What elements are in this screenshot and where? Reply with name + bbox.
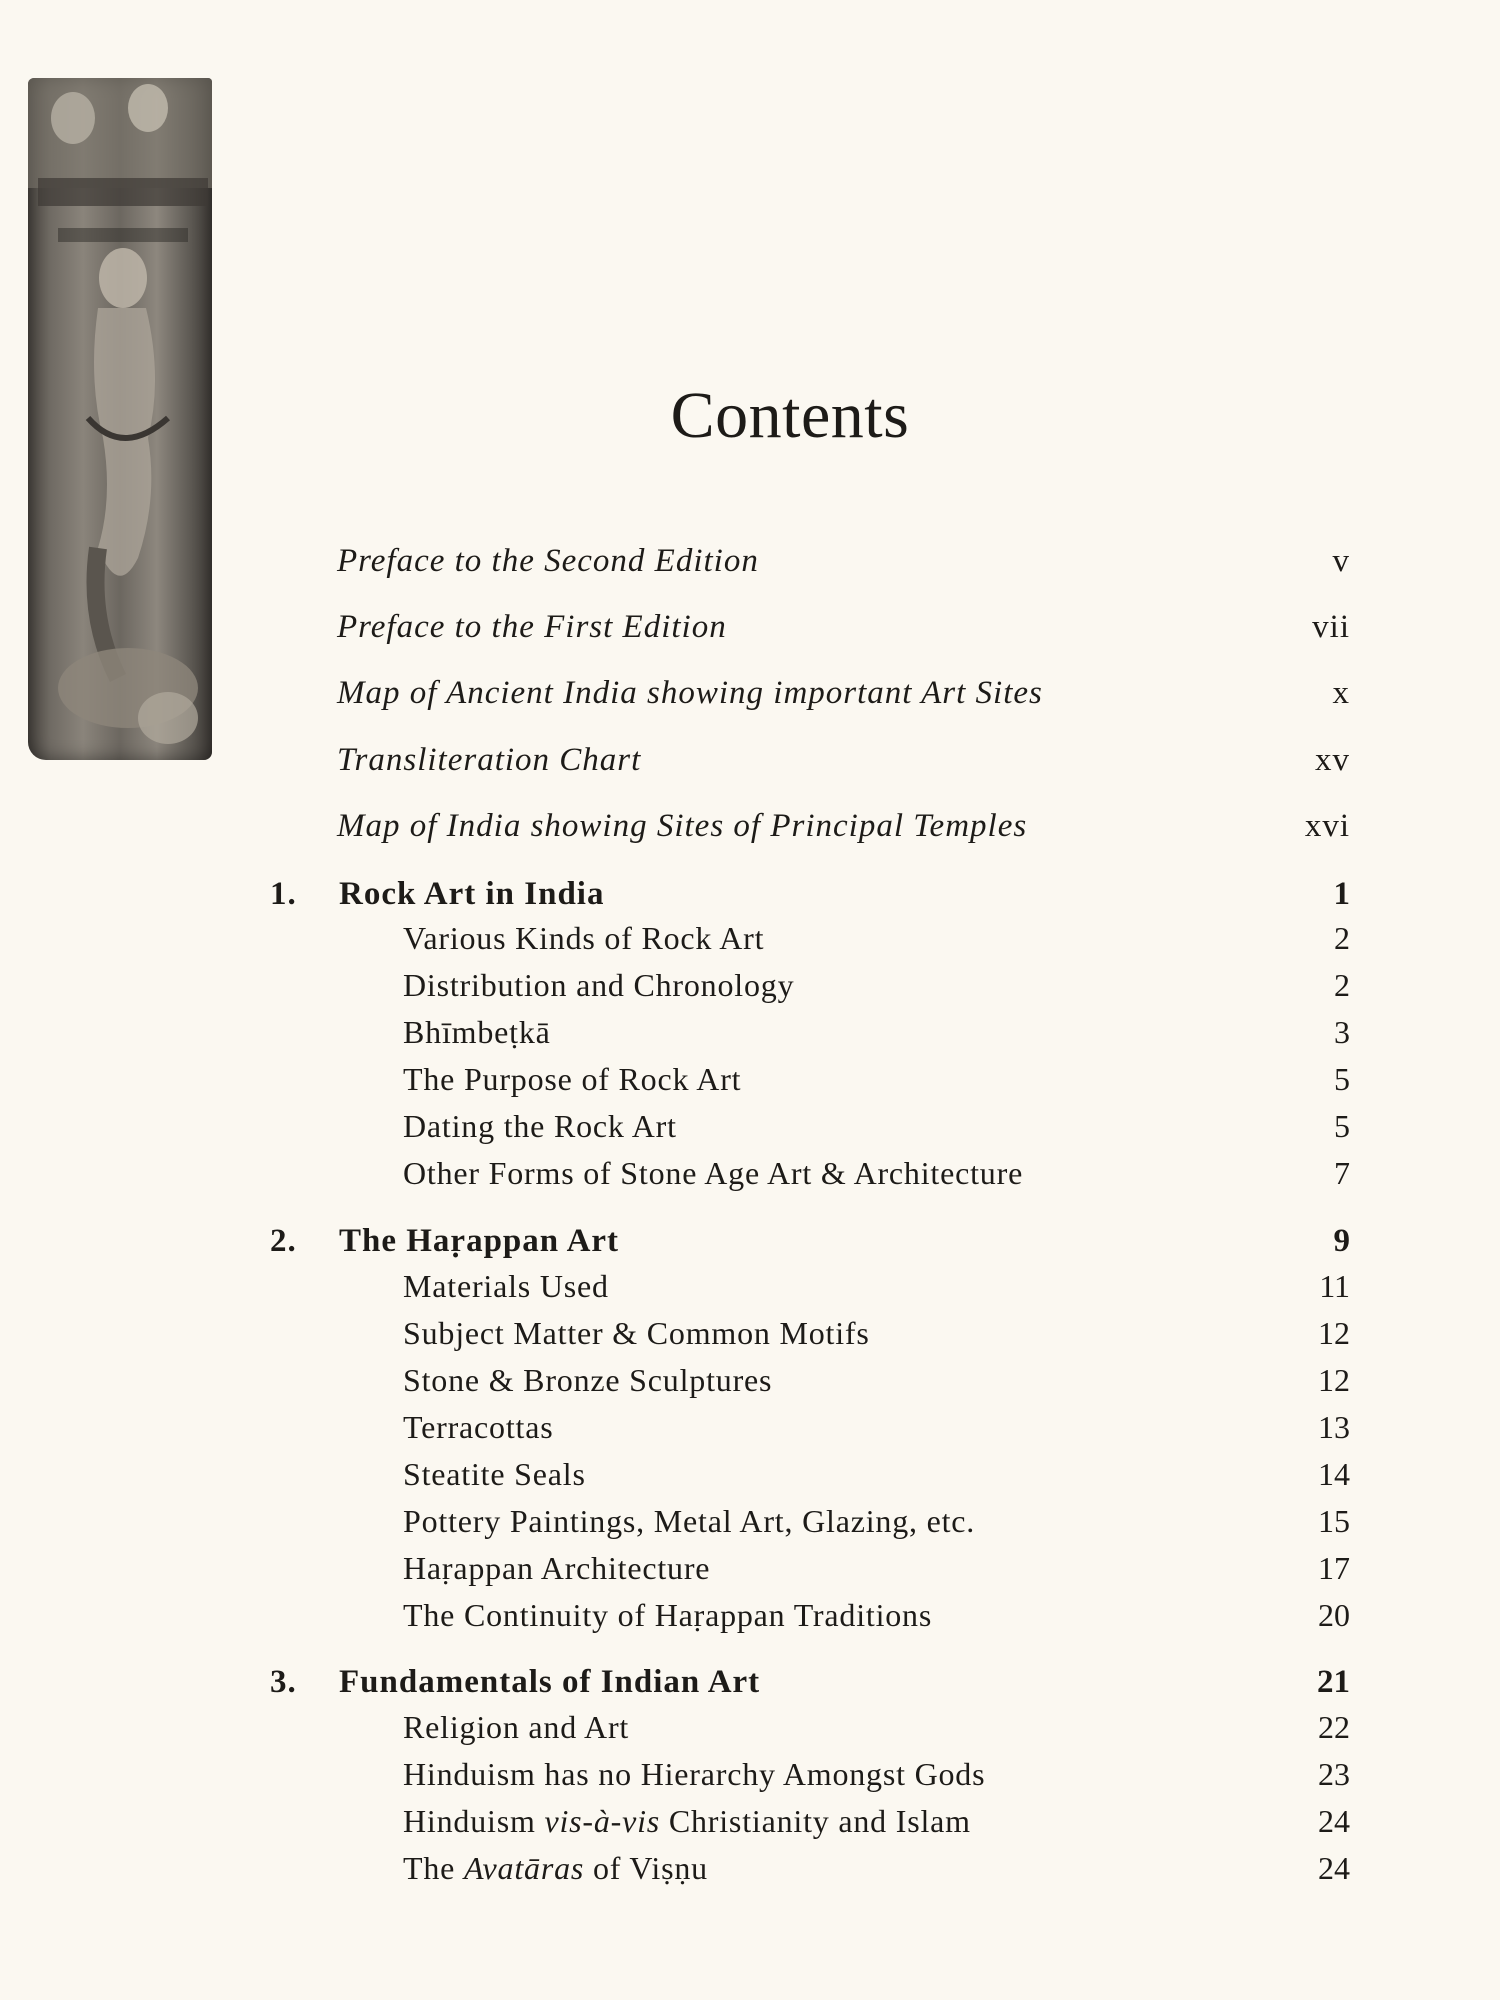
chapter-number: 2. xyxy=(270,1223,297,1259)
section-page: 5 xyxy=(1334,1108,1350,1144)
section-page: 12 xyxy=(1318,1362,1350,1398)
toc-entry-map-ancient[interactable] xyxy=(0,675,1500,719)
toc-section[interactable] xyxy=(0,1456,1500,1500)
chapter-number: 1. xyxy=(270,876,297,912)
toc-entry-map-temples[interactable] xyxy=(0,808,1500,852)
section-page: 7 xyxy=(1334,1155,1350,1191)
toc-section[interactable] xyxy=(0,967,1500,1011)
section-label: The Purpose of Rock Art xyxy=(403,1061,742,1097)
section-page: 24 xyxy=(1318,1803,1350,1839)
chapter-title: The Haṛappan Art xyxy=(339,1223,620,1259)
chapter-title: Rock Art in India xyxy=(339,876,605,912)
chapter-page: 9 xyxy=(1333,1223,1350,1259)
section-page: 17 xyxy=(1318,1550,1350,1586)
section-label: Hinduism has no Hierarchy Amongst Gods xyxy=(403,1756,986,1792)
toc-section[interactable] xyxy=(0,1014,1500,1058)
chapter-page: 1 xyxy=(1333,876,1350,912)
entry-page: vii xyxy=(1312,609,1350,645)
toc-section[interactable] xyxy=(0,1709,1500,1753)
toc-section[interactable] xyxy=(0,1268,1500,1312)
page-title: Contents xyxy=(670,379,910,452)
section-page: 11 xyxy=(1319,1268,1350,1304)
toc-chapter-1[interactable] xyxy=(0,876,1500,920)
section-page: 24 xyxy=(1318,1850,1350,1886)
section-label: Other Forms of Stone Age Art & Architecture xyxy=(403,1155,1024,1191)
section-label: Terracottas xyxy=(403,1409,554,1445)
section-page: 15 xyxy=(1318,1503,1350,1539)
toc-entry-transliteration[interactable] xyxy=(0,742,1500,786)
toc-section[interactable] xyxy=(0,1409,1500,1453)
toc-section[interactable] xyxy=(0,1503,1500,1547)
entry-page: xvi xyxy=(1304,808,1350,844)
label-emphasis: Avatāras xyxy=(463,1850,585,1886)
section-label: Haṛappan Architecture xyxy=(403,1550,711,1586)
section-page: 5 xyxy=(1334,1061,1350,1097)
toc-section[interactable] xyxy=(0,1756,1500,1800)
chapter-number: 3. xyxy=(270,1664,297,1700)
section-page: 14 xyxy=(1318,1456,1350,1492)
toc-section[interactable] xyxy=(0,1155,1500,1199)
toc-section[interactable] xyxy=(0,1108,1500,1152)
section-page: 12 xyxy=(1318,1315,1350,1351)
section-page: 2 xyxy=(1334,967,1350,1003)
entry-page: x xyxy=(1332,675,1350,711)
toc-section[interactable] xyxy=(0,1061,1500,1105)
section-page: 3 xyxy=(1334,1014,1350,1050)
section-page: 23 xyxy=(1318,1756,1350,1792)
toc-chapter-2[interactable] xyxy=(0,1223,1500,1267)
toc-section[interactable] xyxy=(0,1362,1500,1406)
toc-section[interactable] xyxy=(0,1803,1500,1847)
label-post: of Viṣṇu xyxy=(584,1850,708,1886)
section-label: Steatite Seals xyxy=(403,1456,586,1492)
label-post: Christianity and Islam xyxy=(660,1803,971,1839)
section-label: Dating the Rock Art xyxy=(403,1108,677,1144)
toc-chapter-3[interactable] xyxy=(0,1664,1500,1708)
section-label: Distribution and Chronology xyxy=(403,967,795,1003)
section-label: Subject Matter & Common Motifs xyxy=(403,1315,870,1351)
section-page: 13 xyxy=(1318,1409,1350,1445)
label-emphasis: vis-à-vis xyxy=(544,1803,661,1839)
section-label: Stone & Bronze Sculptures xyxy=(403,1362,773,1398)
section-page: 2 xyxy=(1334,920,1350,956)
toc-entry-preface-second[interactable] xyxy=(0,543,1500,587)
section-label xyxy=(403,1803,971,1840)
section-label: Religion and Art xyxy=(403,1709,630,1745)
entry-label: Transliteration Chart xyxy=(337,742,642,778)
toc-section[interactable] xyxy=(0,1850,1500,1894)
entry-page: xv xyxy=(1315,742,1350,778)
section-page: 22 xyxy=(1318,1709,1350,1745)
toc-entry-preface-first[interactable] xyxy=(0,609,1500,653)
section-label: Materials Used xyxy=(403,1268,609,1304)
label-pre: Hinduism xyxy=(403,1803,545,1839)
section-label: Bhīmbeṭkā xyxy=(403,1014,551,1050)
entry-label: Preface to the First Edition xyxy=(337,609,727,645)
toc-section[interactable] xyxy=(0,920,1500,964)
chapter-title: Fundamentals of Indian Art xyxy=(339,1664,761,1700)
entry-label: Map of Ancient India showing important Art Sites xyxy=(337,675,1043,711)
section-page: 20 xyxy=(1318,1597,1350,1633)
entry-label: Map of India showing Sites of Principal Temples xyxy=(337,808,1028,844)
section-label xyxy=(403,1850,708,1887)
label-pre: The xyxy=(403,1850,464,1886)
toc-section[interactable] xyxy=(0,1315,1500,1359)
toc-section[interactable] xyxy=(0,1550,1500,1594)
section-label: Various Kinds of Rock Art xyxy=(403,920,765,956)
entry-label: Preface to the Second Edition xyxy=(337,543,759,579)
toc-section[interactable] xyxy=(0,1597,1500,1641)
entry-page: v xyxy=(1332,543,1350,579)
section-label: The Continuity of Haṛappan Traditions xyxy=(403,1597,933,1633)
chapter-page: 21 xyxy=(1317,1664,1350,1700)
section-label: Pottery Paintings, Metal Art, Glazing, etc. xyxy=(403,1503,976,1539)
